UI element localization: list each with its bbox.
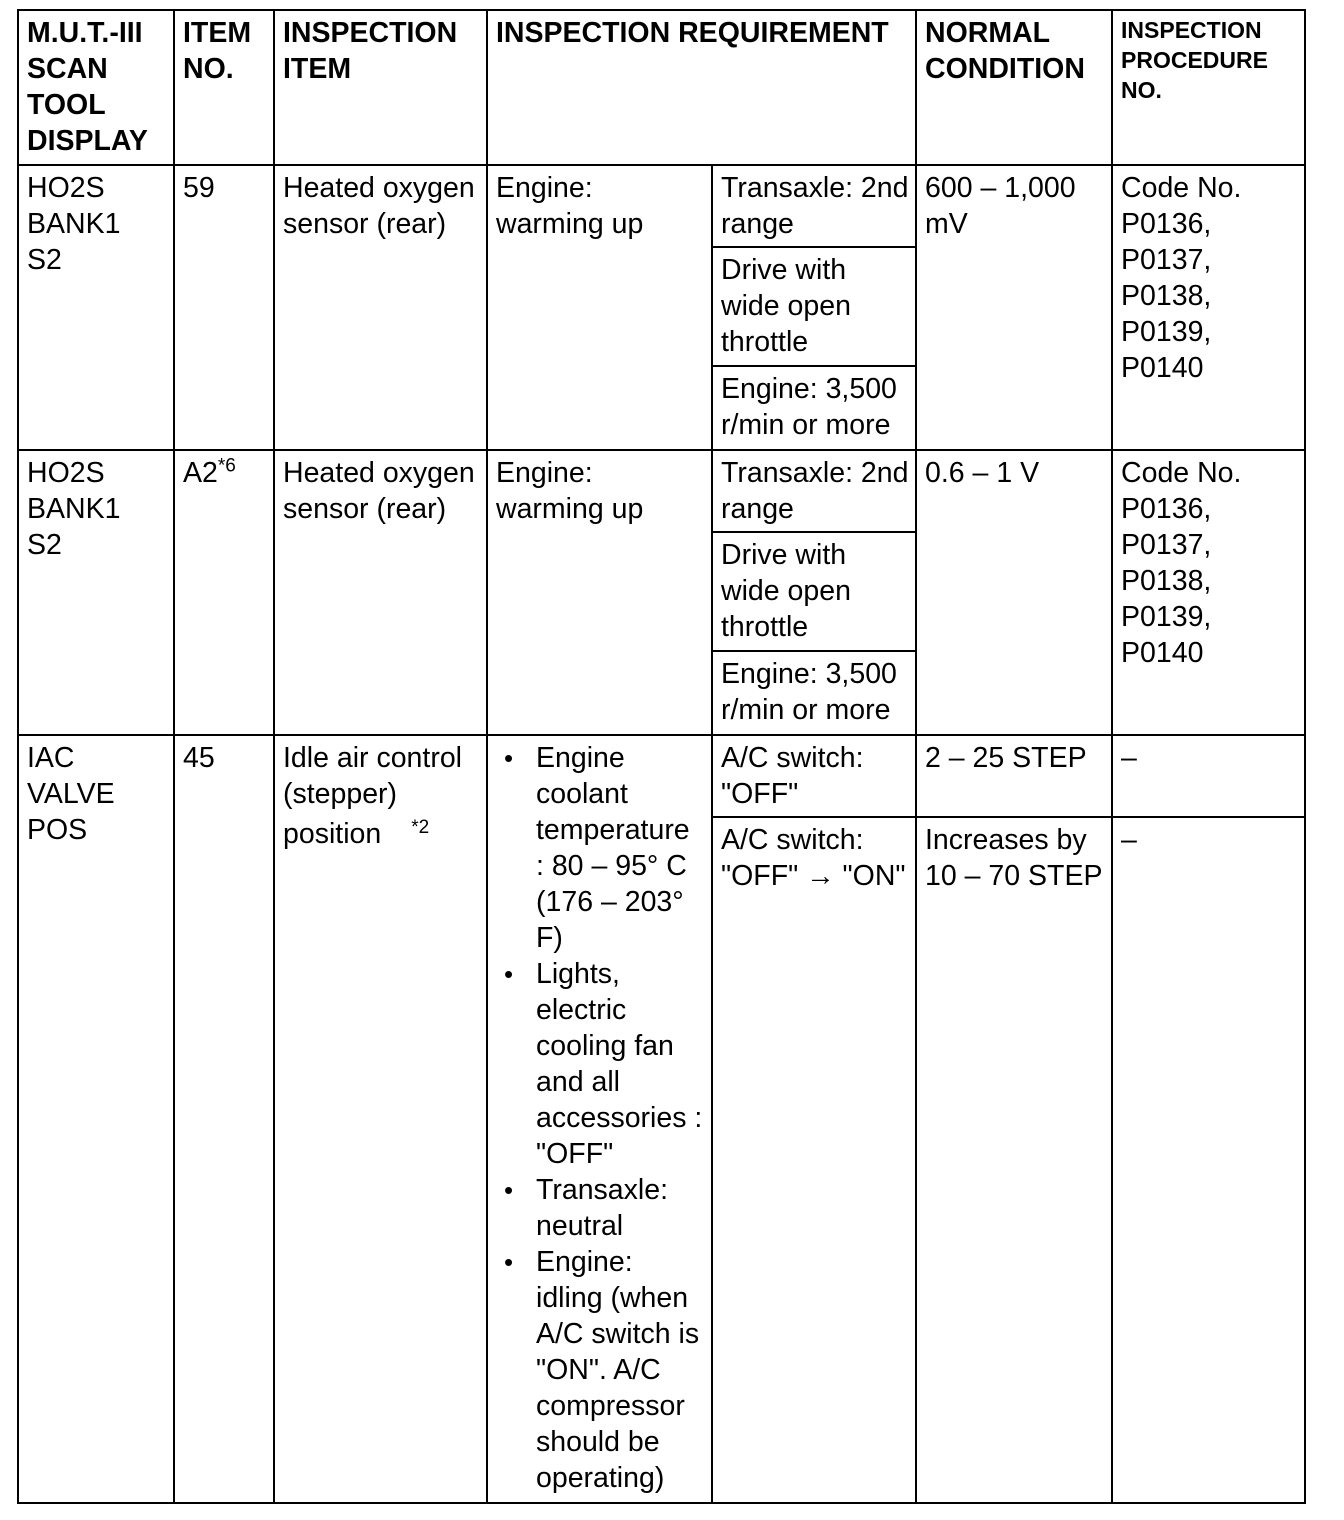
display-cell: IAC VALVE POS (18, 735, 174, 1503)
table-row (18, 735, 1305, 817)
sub-condition-cell: Transaxle: 2nd range (712, 450, 916, 532)
sub-condition-cell: A/C switch: "OFF" → "ON" (712, 817, 916, 1503)
header-inspection-requirement: INSPECTION REQUIREMENT (487, 10, 916, 165)
sub-condition-cell: Engine: 3,500 r/min or more (712, 366, 916, 450)
table-row (18, 165, 1305, 247)
requirement-list (496, 740, 705, 1496)
item-no-cell: 59 (174, 165, 274, 450)
inspection-item-cell: Heated oxygen sensor (rear) (274, 165, 487, 450)
header-normal-condition: NORMAL CONDITION (916, 10, 1112, 165)
procedure-cell: Code No. P0136, P0137, P0138, P0139, P0140 (1112, 165, 1305, 450)
procedure-cell: – (1112, 735, 1305, 817)
header-row (18, 10, 1305, 165)
requirement-cell: Engine: warming up (487, 450, 712, 735)
inspection-table (17, 9, 1306, 1504)
sub-condition-cell: Transaxle: 2nd range (712, 165, 916, 247)
sub-condition-cell: Drive with wide open throttle (712, 247, 916, 366)
item-no-cell: 45 (174, 735, 274, 1503)
list-item: • Lights, electric cooling fan and all accessories : "OFF" (536, 956, 705, 1172)
procedure-cell: Code No. P0136, P0137, P0138, P0139, P0140 (1112, 450, 1305, 735)
normal-condition-cell: Increases by 10 – 70 STEP (916, 817, 1112, 1503)
requirement-cell: Engine: warming up (487, 165, 712, 450)
display-cell: HO2S BANK1 S2 (18, 165, 174, 450)
display-cell: HO2S BANK1 S2 (18, 450, 174, 735)
requirement-list-cell (487, 735, 712, 1503)
normal-condition-cell: 0.6 – 1 V (916, 450, 1112, 735)
header-display: M.U.T.-III SCAN TOOL DISPLAY (18, 10, 174, 165)
procedure-cell: – (1112, 817, 1305, 1503)
list-item: • Transaxle: neutral (536, 1172, 705, 1244)
inspection-item-cell: Idle air control (stepper) position $^{*2}$ (274, 735, 487, 1503)
header-item-no: ITEM NO. (174, 10, 274, 165)
inspection-item-cell: Heated oxygen sensor (rear) (274, 450, 487, 735)
header-procedure-no: INSPECTION PROCEDURE NO. (1112, 10, 1305, 165)
normal-condition-cell: 2 – 25 STEP (916, 735, 1112, 817)
sub-condition-cell: Engine: 3,500 r/min or more (712, 651, 916, 735)
sub-condition-cell: Drive with wide open throttle (712, 532, 916, 651)
list-item: • Engine: idling (when A/C switch is "ON". A/C compressor should be operating) (536, 1244, 705, 1496)
header-inspection-item: INSPECTION ITEM (274, 10, 487, 165)
table-row (18, 450, 1305, 532)
sub-condition-cell: A/C switch: "OFF" (712, 735, 916, 817)
list-item: • Engine coolant temperature : 80 – 95° C (176 – 203° F) (536, 740, 705, 956)
item-no-cell: A2$^{*6}$ (174, 450, 274, 735)
normal-condition-cell: 600 – 1,000 mV (916, 165, 1112, 450)
